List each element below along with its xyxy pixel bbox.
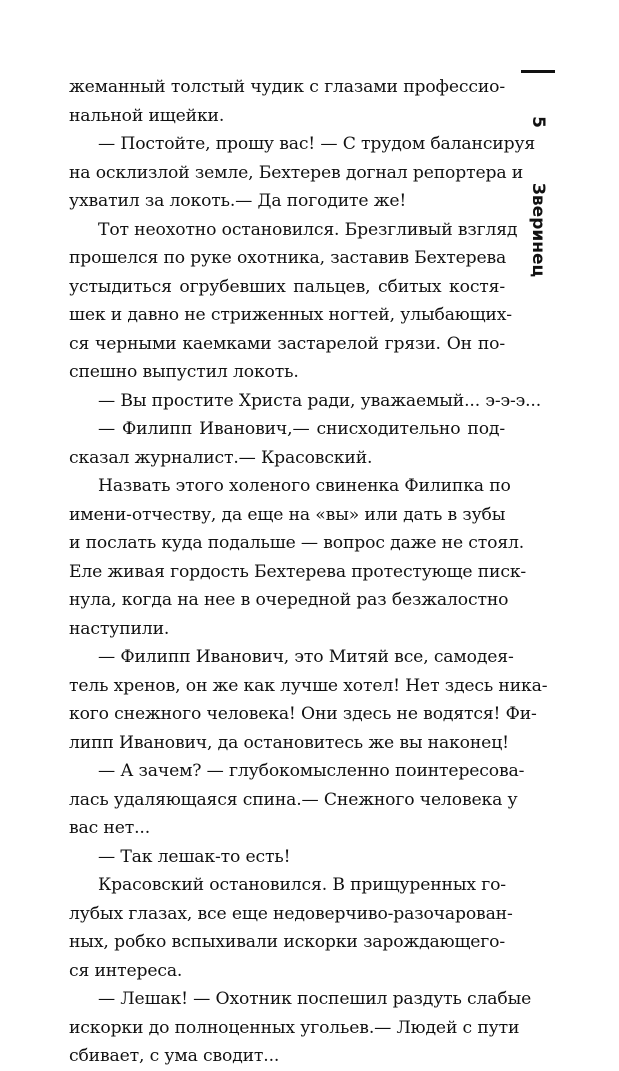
text-line: тель хренов, он же как лучше хотел! Нет здесь ника- bbox=[69, 675, 548, 696]
text-line: устыдиться огрубевших пальцев, сбитых костя- bbox=[69, 276, 505, 297]
text-line: ся черными каемками застарелой грязи. Он по- bbox=[69, 333, 505, 354]
text-line: — Филипп Иванович, это Митяй все, самодея- bbox=[98, 647, 514, 667]
text-line: — Вы простите Христа ради, уважаемый... э-э-э... bbox=[98, 390, 542, 411]
page-number: 5 bbox=[528, 116, 548, 128]
text-line: и послать куда подальше — вопрос даже не стоял. bbox=[69, 533, 525, 553]
text-line: Назвать этого холеного свиненка Филипка по bbox=[98, 476, 511, 496]
text-line: ухватил за локоть.— Да погодите же! bbox=[69, 191, 407, 211]
text-line: кого снежного человека! Они здесь не водятся! Фи- bbox=[69, 704, 537, 724]
text-line: — Филипп Иванович,— снисходительно под- bbox=[98, 419, 505, 439]
text-line: — Лешак! — Охотник поспешил раздуть слабые bbox=[98, 989, 532, 1009]
text-line: нула, когда на нее в очередной раз безжалостно bbox=[69, 590, 509, 610]
book-title: Зверинец bbox=[528, 182, 548, 278]
text-line: шек и давно не стриженных ногтей, улыбающих- bbox=[69, 305, 512, 325]
text-line: — Так лешак-то есть! bbox=[98, 846, 291, 867]
text-line: Еле живая гордость Бехтерева протестующе писк- bbox=[69, 561, 527, 582]
text-line: лась удаляющаяся спина.— Снежного человека у bbox=[69, 789, 518, 810]
text-line: — Постойте, прошу вас! — С трудом балансируя bbox=[98, 134, 536, 154]
text-line: сказал журналист.— Красовский. bbox=[69, 447, 373, 468]
text-line: Тот неохотно остановился. Брезгливый взгляд bbox=[98, 219, 518, 240]
text-line: лубых глазах, все еще недоверчиво-разочарован- bbox=[69, 903, 513, 924]
text-line: на осклизлой земле, Бехтерев догнал репортера и bbox=[69, 162, 524, 183]
text-line: ся интереса. bbox=[69, 960, 183, 981]
text-line: — А зачем? — глубокомысленно поинтересова- bbox=[98, 761, 525, 781]
text-line: искорки до полноценных угольев.— Людей с пути bbox=[69, 1017, 520, 1038]
header-rule bbox=[521, 70, 555, 73]
text-line: прошелся по руке охотника, заставив Бехтерева bbox=[69, 248, 507, 268]
text-line: вас нет... bbox=[69, 818, 151, 838]
text-line: липп Иванович, да остановитесь же вы наконец! bbox=[69, 732, 509, 753]
text-line: наступили. bbox=[69, 618, 170, 639]
text-line: ных, робко вспыхивали искорки зарождающего- bbox=[69, 932, 505, 952]
text-line: нальной ищейки. bbox=[69, 105, 225, 126]
running-head bbox=[521, 70, 555, 300]
text-line: Красовский остановился. В прищуренных го- bbox=[98, 875, 506, 895]
text-line: спешно выпустил локоть. bbox=[69, 362, 299, 382]
text-line: жеманный толстый чудик с глазами профессио- bbox=[69, 77, 505, 97]
text-line: сбивает, с ума сводит... bbox=[69, 1046, 280, 1066]
text-line: имени-отчеству, да еще на «вы» или дать в зубы bbox=[69, 504, 506, 525]
